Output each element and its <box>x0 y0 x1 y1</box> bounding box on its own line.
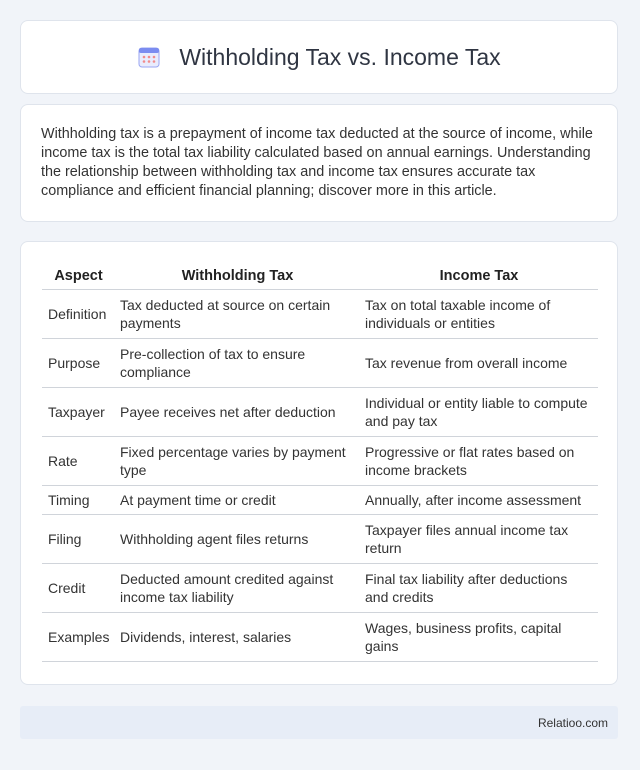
row-aspect: Rate <box>42 437 115 486</box>
column-header-income-tax: Income Tax <box>360 263 598 290</box>
column-header-withholding-tax: Withholding Tax <box>115 263 360 290</box>
row-aspect: Credit <box>42 564 115 613</box>
table-row <box>42 564 598 613</box>
intro-paragraph: Withholding tax is a prepayment of income tax deducted at the source of income, while income tax is the total tax liability calculated based on annual earnings. Understanding the relationship between withholding tax and income tax ensures accurate tax compliance and efficient financial planning; discover more in this article. <box>41 126 593 199</box>
row-withholding: Tax deducted at source on certain payments <box>115 290 360 339</box>
row-income: Progressive or flat rates based on income brackets <box>360 437 598 486</box>
row-income: Individual or entity liable to compute and pay tax <box>360 388 598 437</box>
table-row <box>42 339 598 388</box>
row-withholding: At payment time or credit <box>115 486 360 515</box>
row-income: Annually, after income assessment <box>360 486 598 515</box>
row-income: Tax on total taxable income of individuals or entities <box>360 290 598 339</box>
row-income: Tax revenue from overall income <box>360 339 598 388</box>
table-row <box>42 290 598 339</box>
row-aspect: Filing <box>42 515 115 564</box>
table-row <box>42 388 598 437</box>
page-title: Withholding Tax vs. Income Tax <box>179 43 501 70</box>
title-card <box>20 20 618 94</box>
intro-card <box>20 104 618 222</box>
row-withholding: Fixed percentage varies by payment type <box>115 437 360 486</box>
row-withholding: Payee receives net after deduction <box>115 388 360 437</box>
table-row <box>42 515 598 564</box>
table-row <box>42 613 598 662</box>
comparison-table <box>42 263 598 662</box>
row-aspect: Timing <box>42 486 115 515</box>
row-income: Final tax liability after deductions and credits <box>360 564 598 613</box>
footer-brand: Relatioo.com <box>537 715 608 730</box>
table-row <box>42 437 598 486</box>
row-aspect: Definition <box>42 290 115 339</box>
footer-bar <box>20 706 618 739</box>
table-row <box>42 486 598 515</box>
row-withholding: Withholding agent files returns <box>115 515 360 564</box>
column-header-aspect: Aspect <box>42 263 115 290</box>
row-income: Taxpayer files annual income tax return <box>360 515 598 564</box>
row-withholding: Dividends, interest, salaries <box>115 613 360 662</box>
row-income: Wages, business profits, capital gains <box>360 613 598 662</box>
row-withholding: Pre-collection of tax to ensure compliance <box>115 339 360 388</box>
row-aspect: Taxpayer <box>42 388 115 437</box>
table-header-row <box>42 263 598 290</box>
row-aspect: Examples <box>42 613 115 662</box>
row-aspect: Purpose <box>42 339 115 388</box>
calendar-grid-icon <box>137 45 161 69</box>
row-withholding: Deducted amount credited against income tax liability <box>115 564 360 613</box>
comparison-table-card <box>20 241 618 685</box>
